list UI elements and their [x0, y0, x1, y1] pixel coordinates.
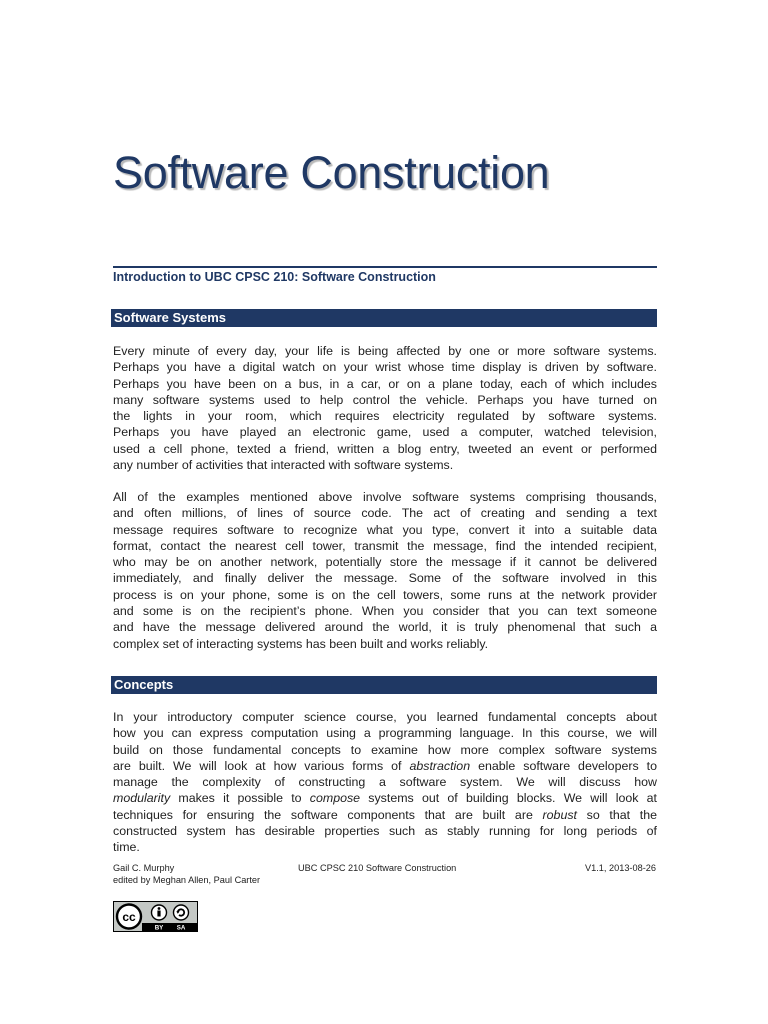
paragraph-line: many software systems used to help control the vehicle. Perhaps you have turned on [113, 392, 657, 407]
footer-author-block [113, 862, 260, 886]
paragraph-software-systems-2 [113, 489, 657, 652]
section-heading-concepts: Concepts [111, 676, 657, 694]
section-heading-software-systems: Software Systems [111, 309, 657, 327]
document-title: Software Construction [113, 147, 550, 198]
paragraph-line: message requires software to recognize what you type, convert it into a suitable data [113, 522, 657, 537]
paragraph-concepts-1 [113, 709, 657, 856]
footer-editors: edited by Meghan Allen, Paul Carter [113, 875, 261, 885]
paragraph-line: are built. We will look at how various forms of abstraction enable software developers to [113, 758, 657, 773]
paragraph-line: and often millions, of lines of source code. The act of creating and sending a text [113, 506, 657, 521]
paragraph-line: time. [113, 840, 140, 855]
paragraph-line: who may be on another network, potentially store the message if it cannot be delivered [113, 555, 657, 570]
paragraph-line: complex set of interacting systems has been built and works reliably. [113, 636, 489, 651]
paragraph-line: In your introductory computer science course, you learned fundamental concepts about [113, 710, 657, 724]
paragraph-line: Perhaps you have a digital watch on your wrist whose time display is driven by software. [113, 360, 657, 375]
paragraph-line: build on those fundamental concepts to examine how more complex software systems [113, 742, 657, 757]
paragraph-line: Every minute of every day, your life is being affected by one or more software systems. [113, 344, 657, 358]
paragraph-line: and some is on the recipient’s phone. When you consider that you can text someone [113, 604, 657, 619]
paragraph-line: any number of activities that interacted with software systems. [113, 458, 454, 473]
paragraph-line: Perhaps you have played an electronic game, used a computer, watched television, [113, 425, 657, 440]
paragraph-line: techniques for ensuring the software components that are built are robust so that the [113, 807, 657, 822]
paragraph-software-systems-1 [113, 343, 657, 473]
footer-course: UBC CPSC 210 Software Construction [298, 863, 457, 873]
footer-author: Gail C. Murphy [113, 863, 175, 873]
paragraph-line: Perhaps you have been on a bus, in a car, or on a plane today, each of which includes [113, 376, 657, 391]
paragraph-line: how you can express computation using a programming language. In this course, we will [113, 726, 657, 741]
paragraph-line: format, contact the nearest cell tower, transmit the message, find the intended recipient, [113, 538, 657, 553]
svg-text:cc: cc [122, 910, 136, 924]
paragraph-line: modularity makes it possible to compose systems out of building blocks. We will look at [113, 791, 658, 806]
paragraph-line: constructed system has desirable properties such as stably running for long periods of [113, 824, 657, 839]
creative-commons-by-sa-icon [113, 901, 198, 932]
document-subtitle: Introduction to UBC CPSC 210: Software Construction [113, 270, 436, 284]
paragraph-line: and have the message delivered around the world, it is truly phenomenal that such a [113, 620, 657, 635]
paragraph-line: the lights in your room, which requires electricity regulated by software systems. [113, 409, 657, 424]
title-rule [113, 266, 657, 268]
paragraph-line: All of the examples mentioned above involve software systems comprising thousands, [113, 490, 657, 504]
paragraph-line: used a cell phone, texted a friend, written a blog entry, tweeted an event or performed [113, 441, 657, 456]
cc-sa-label: SA [176, 924, 186, 931]
paragraph-line: immediately, and finally deliver the message. Some of the software involved in this [113, 571, 657, 586]
cc-by-label: BY [154, 924, 164, 931]
paragraph-line: manage the complexity of constructing a software system. We will discuss how [113, 775, 657, 790]
footer-version: V1.1, 2013-08-26 [584, 863, 656, 873]
paragraph-line: process is on your phone, some is on the cell towers, some runs at the network provider [113, 587, 657, 602]
